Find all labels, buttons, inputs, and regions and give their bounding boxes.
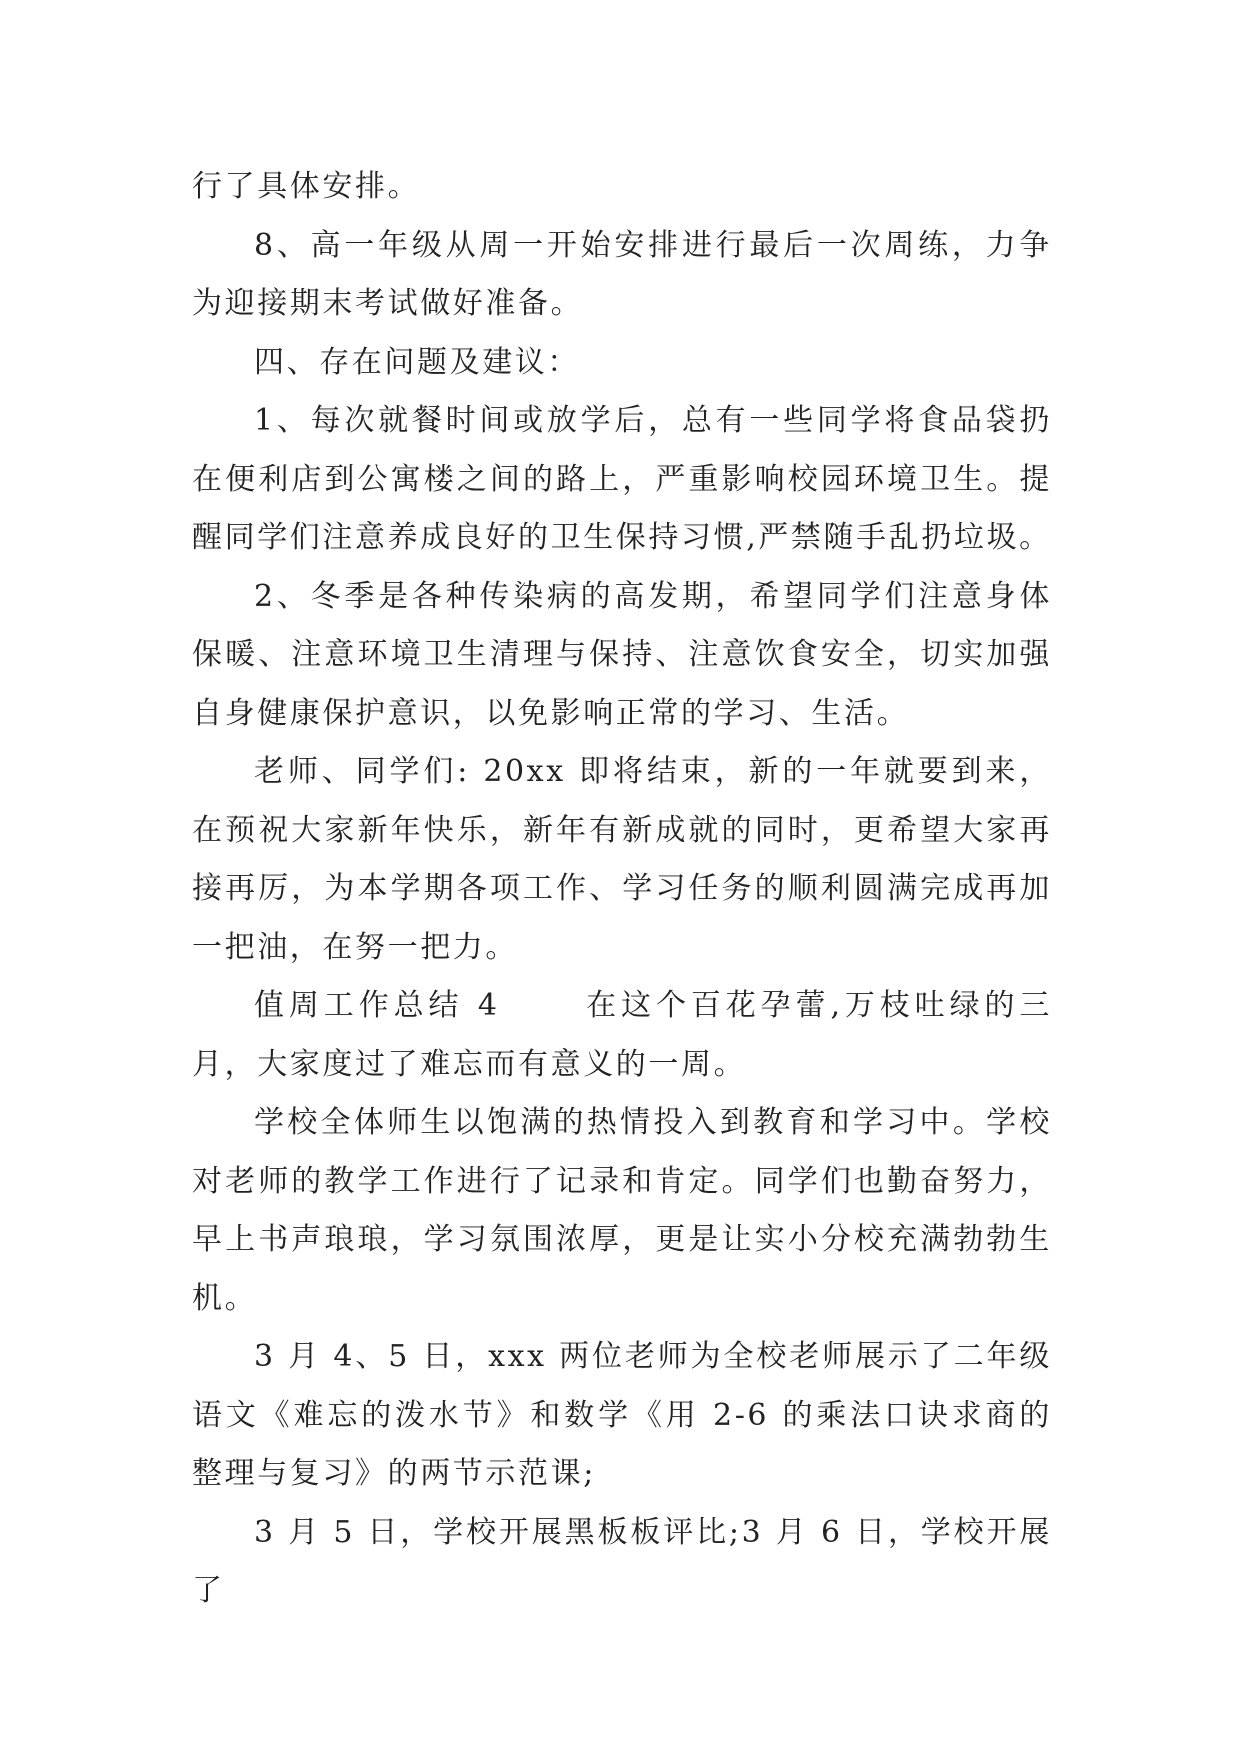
paragraph-7: 值周工作总结 4 在这个百花孕蕾,万枝吐绿的三月，大家度过了难忘而有意义的一周。: [192, 988, 1052, 1082]
paragraph-6: 老师、同学们: 20xx 即将结束，新的一年就要到来，在预祝大家新年快乐，新年有新成就的同时，更希望大家再接再厉，为本学期各项工作、学习任务的顺利圆满完成再加一把油，在努一把力。: [192, 754, 1052, 965]
paragraph-4: 1、每次就餐时间或放学后，总有一些同学将食品袋扔在便利店到公寓楼之间的路上，严重影响校园环境卫生。提醒同学们注意养成良好的卫生保持习惯,严禁随手乱扔垃圾。: [192, 403, 1052, 555]
paragraph-10: 3 月 5 日，学校开展黑板板评比;3 月 6 日，学校开展了: [192, 1514, 1052, 1608]
paragraph-9: 3 月 4、5 日，xxx 两位老师为全校老师展示了二年级语文《难忘的泼水节》和数学《用 2-6 的乘法口诀求商的整理与复习》的两节示范课;: [192, 1339, 1052, 1491]
paragraph-3: 四、存在问题及建议：: [254, 344, 580, 380]
paragraph-5: 2、冬季是各种传染病的高发期，希望同学们注意身体保暖、注意环境卫生清理与保持、注意饮食安全，切实加强自身健康保护意识，以免影响正常的学习、生活。: [192, 578, 1052, 731]
paragraph-8: 学校全体师生以饱满的热情投入到教育和学习中。学校对老师的教学工作进行了记录和肯定。同学们也勤奋努力，早上书声琅琅，学习氛围浓厚，更是让实小分校充满勃勃生机。: [192, 1105, 1052, 1316]
paragraph-1: 行了具体安排。: [192, 169, 421, 204]
document-page: [192, 158, 1052, 1621]
paragraph-2: 8、高一年级从周一开始安排进行最后一次周练，力争为迎接期末考试做好准备。: [192, 227, 1052, 321]
